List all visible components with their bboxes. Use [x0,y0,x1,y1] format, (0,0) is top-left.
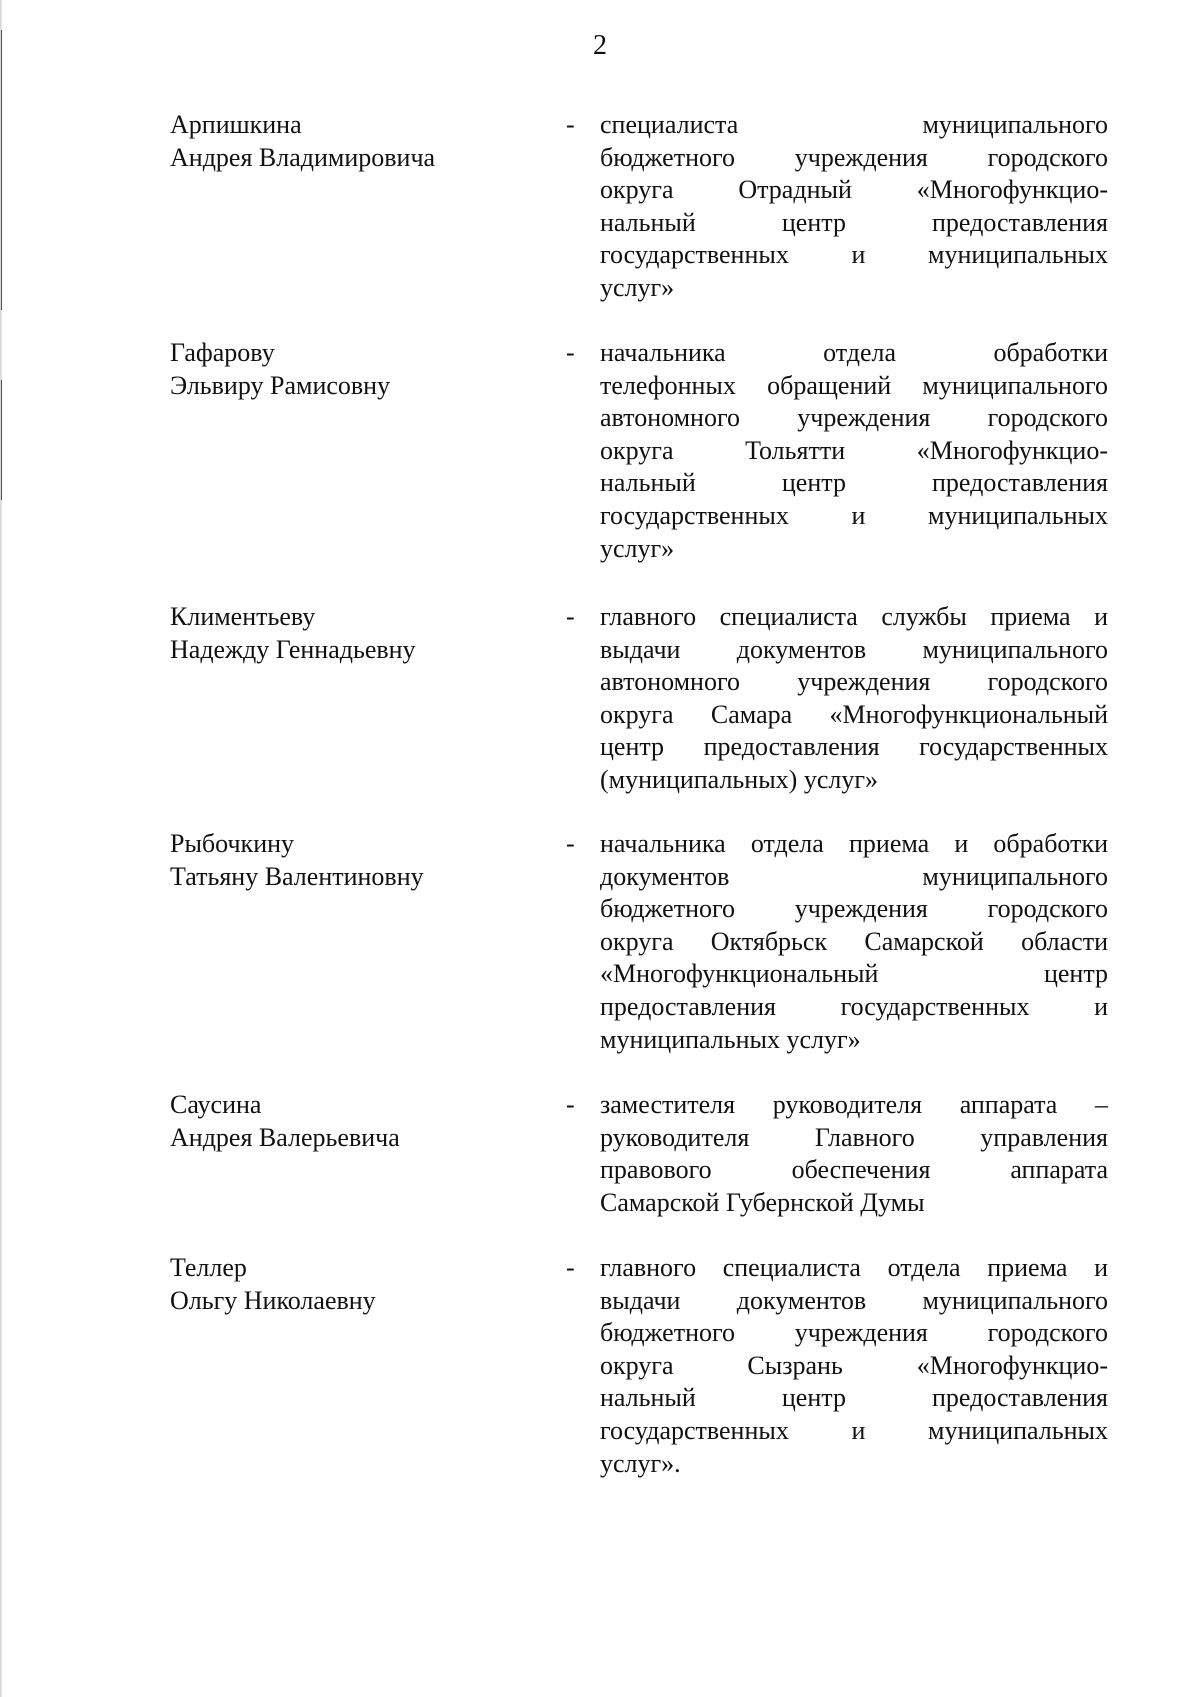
appointee-name [170,337,550,402]
dash-separator: - [566,338,575,367]
dash-separator: - [566,1090,575,1119]
given-names: Эльвиру Рамисовну [170,370,391,400]
position-line: «Многофункциональный центр [600,959,1108,989]
position-line: услуг» [600,533,675,563]
position-line: государственных и муниципальных [600,1415,1108,1445]
position-line: округа Отрадный «Многофункцио- [600,175,1108,205]
position-line: выдачи документов муниципального [600,1285,1108,1315]
dash-separator: - [566,1253,575,1282]
dash-separator: - [566,110,575,139]
position-line: нальный центр предоставления [600,1383,1108,1413]
position-line: начальника отдела обработки [600,338,1108,367]
given-names: Татьяну Валентиновну [170,861,424,891]
position-line: телефонных обращений муниципального [600,370,1108,400]
position-line: (муниципальных) услуг» [600,764,879,794]
given-names: Ольгу Николаевну [170,1285,376,1315]
position-description [600,601,1108,797]
surname: Климентьеву [170,602,316,631]
position-description [600,1089,1108,1219]
position-line: главного специалиста службы приема и [600,602,1108,631]
position-line: автономного учреждения городского [600,403,1108,433]
dash-separator: - [566,829,575,858]
appointee-name [170,1252,550,1317]
position-line: бюджетного учреждения городского [600,894,1108,924]
position-line: правового обеспечения аппарата [600,1155,1108,1185]
dash-separator: - [566,602,575,631]
position-description [600,337,1108,565]
position-line: заместителя руководителя аппарата – [600,1090,1108,1119]
appointee-name [170,601,550,666]
position-description [600,1252,1108,1480]
appointee-name [170,109,550,174]
position-line: услуг». [600,1448,681,1478]
position-line: выдачи документов муниципального [600,634,1108,664]
position-line: начальника отдела приема и обработки [600,829,1108,858]
position-line: руководителя Главного управления [600,1122,1108,1152]
position-line: автономного учреждения городского [600,667,1108,697]
position-line: бюджетного учреждения городского [600,142,1108,172]
scan-mark [1,30,2,310]
surname: Рыбочкину [170,829,295,858]
position-description [600,828,1108,1056]
position-line: центр предоставления государственных [600,732,1108,762]
surname: Саусина [170,1090,262,1119]
position-line: государственных и муниципальных [600,240,1108,270]
position-line: нальный центр предоставления [600,468,1108,498]
given-names: Андрея Валерьевича [170,1122,400,1152]
given-names: Андрея Владимировича [170,142,436,172]
position-line: муниципальных услуг» [600,1024,861,1054]
appointee-name [170,828,550,893]
given-names: Надежду Геннадьевну [170,634,416,664]
position-line: государственных и муниципальных [600,500,1108,530]
page-number: 2 [593,30,607,61]
position-line: услуг» [600,272,675,302]
surname: Гафарову [170,338,275,367]
position-line: документов муниципального [600,861,1108,891]
surname: Теллер [170,1253,247,1282]
position-line: нальный центр предоставления [600,207,1108,237]
position-line: Самарской Губернской Думы [600,1187,925,1217]
position-line: бюджетного учреждения городского [600,1318,1108,1348]
appointee-name [170,1089,550,1154]
position-line: округа Тольятти «Многофункцио- [600,435,1108,465]
position-line: округа Сызрань «Многофункцио- [600,1350,1108,1380]
position-line: предоставления государственных и [600,991,1108,1021]
position-line: округа Самара «Многофункциональный [600,699,1108,729]
position-line: главного специалиста отдела приема и [600,1253,1108,1282]
position-line: специалиста муниципального [600,110,1108,139]
scan-mark [1,380,2,500]
position-line: округа Октябрьск Самарской области [600,926,1108,956]
position-description [600,109,1108,305]
surname: Арпишкина [170,110,302,139]
